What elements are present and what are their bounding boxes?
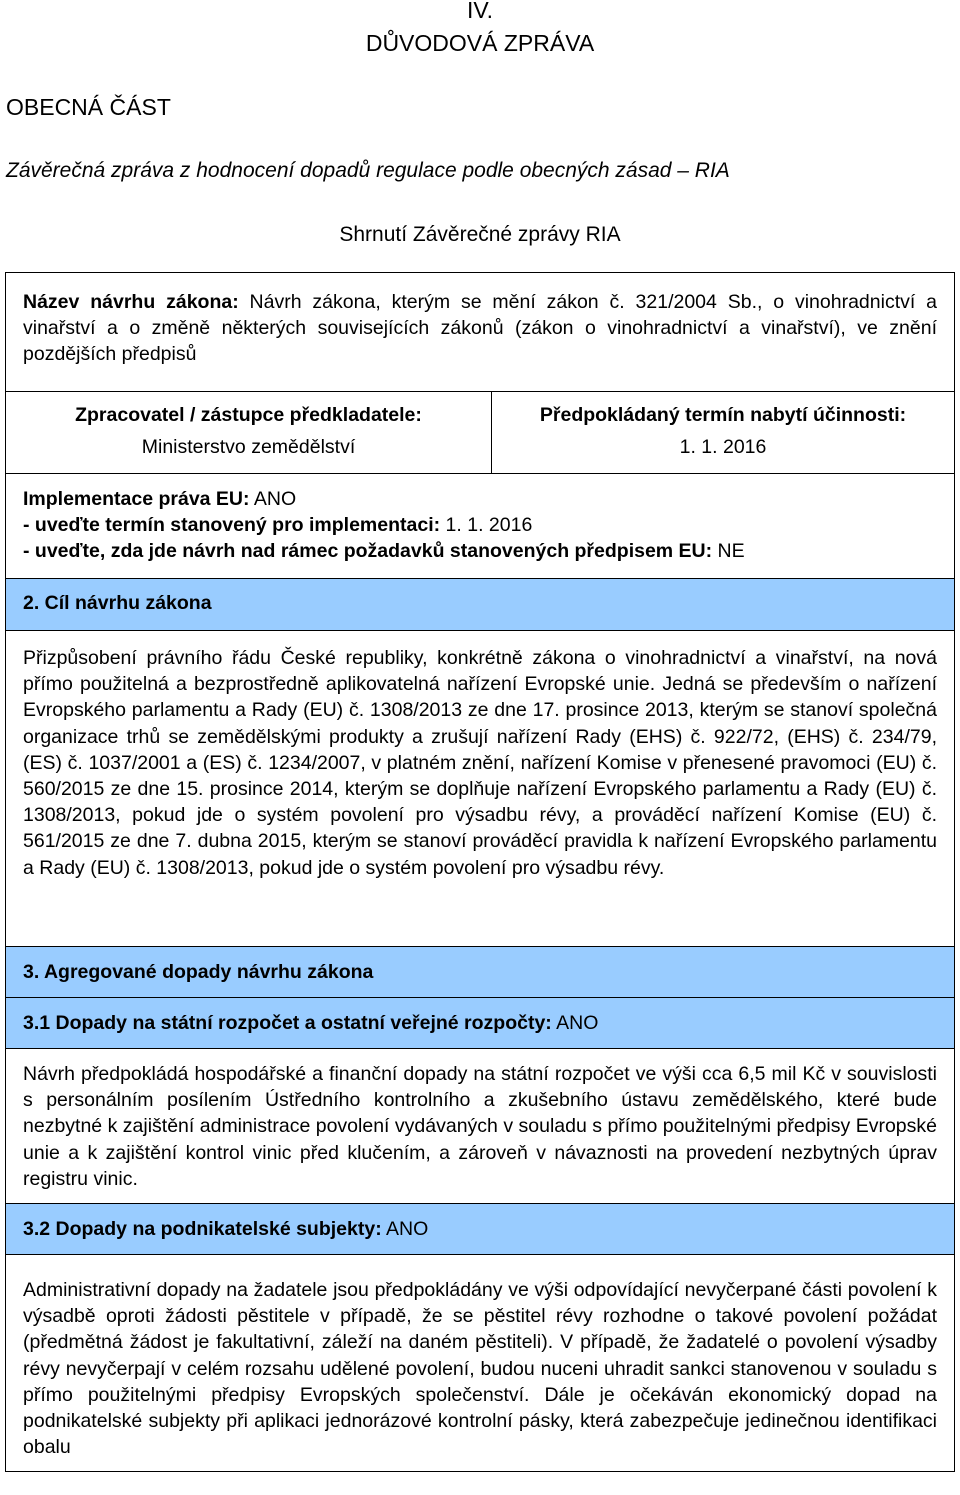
summary-title: Shrnutí Závěrečné zprávy RIA	[339, 223, 621, 246]
eu-value: ANO	[249, 488, 297, 510]
document-title: DŮVODOVÁ ZPRÁVA	[365, 30, 595, 56]
effective-cell	[492, 392, 954, 473]
section31-heading	[23, 1010, 937, 1036]
report-title: Závěrečná zpráva z hodnocení dopadů regulace podle obecných zásad – RIA	[6, 159, 730, 182]
proposal-name-row	[6, 273, 954, 392]
effective-value: 1. 1. 2016	[679, 436, 767, 458]
proposal-label: Název návrhu zákona:	[23, 291, 239, 313]
section31-heading-row	[6, 998, 954, 1049]
eu-implementation-line	[23, 486, 937, 512]
submitter-row	[6, 392, 954, 474]
section31-label: 3.1 Dopady na státní rozpočet a ostatní veřejné rozpočty:	[23, 1012, 552, 1034]
eu-beyond-value: NE	[712, 540, 745, 563]
section32-value: ANO	[381, 1218, 429, 1240]
eu-deadline-line	[23, 512, 937, 538]
eu-beyond-line	[23, 538, 937, 564]
submitter-value: Ministerstvo zemědělství	[141, 436, 356, 458]
section3-heading-row	[6, 947, 954, 998]
submitter-label: Zpracovatel / zástupce předkladatele:	[75, 404, 422, 426]
eu-deadline-label: - uveďte termín stanovený pro implementaci:	[23, 514, 441, 537]
section-title: OBECNÁ ČÁST	[6, 94, 171, 120]
roman-numeral: IV.	[466, 0, 493, 23]
section3-heading: 3. Agregované dopady návrhu zákona	[23, 961, 374, 983]
proposal-text: Návrh zákona, kterým se mění zákon č. 321/2004 Sb., o vinohradnictví a vinařství a o změně některých souvisejících zákonů (zákon o vinohradnictví a vinařství), ve znění pozdějších předpisů	[23, 291, 937, 366]
submitter-cell	[6, 392, 492, 473]
section2-heading-row	[6, 579, 954, 631]
section32-label: 3.2 Dopady na podnikatelské subjekty:	[23, 1218, 382, 1240]
section31-value: ANO	[551, 1012, 599, 1034]
section32-text: Administrativní dopady na žadatele jsou předpokládány ve výši odpovídající nevyčerpané části povolení k výsadbě oproti žádosti pěstitele v případě, že se pěstitel révy rozhodne o takové povolení požádat (předmětná žádost je fakultativní, záleží na daném pěstiteli). V případě, že žadatelé o povolení výsadby révy nevyčerpají v celém rozsahu udělené povolení, budou nuceni uhradit sankci stanovenou v souladu s přímo použitelnými předpisy Evropských společenství. Dále je očekáván ekonomický dopad na podnikatelské subjekty při aplikaci jednorázové kontrolní pásky, která zabezpečuje jedinečnou identifikaci obalu	[23, 1279, 937, 1459]
proposal-name	[23, 289, 937, 368]
effective-label: Předpokládaný termín nabytí účinnosti:	[539, 404, 907, 426]
section2-text: Přizpůsobení právního řádu České republiky, konkrétně zákona o vinohradnictví a vinařství, na nová přímo použitelná a bezprostředně aplikovatelná nařízení Evropské unie. Jedná se především o nařízení Evropského parlamentu a Rady (EU) č. 1308/2013 ze dne 17. prosince 2013, kterým se stanoví společná organizace trhů se zemědělskými produkty a zrušují nařízení Rady (EHS) č. 922/72, (EHS) č. 234/79, (ES) č. 1037/2001 a (ES) č. 1234/2007, v platném znění, nařízení Komise v přenesené pravomoci (EU) č. 560/2015 ze dne 15. prosince 2014, kterým se doplňuje nařízení Evropského parlamentu a Rady (EU) č. 1308/2013, pokud jde o systém povolení pro výsadbu révy, a prováděcí nařízení Komise (EU) č. 561/2015 ze dne 7. dubna 2015, kterým se stanoví prováděcí pravidla k nařízení Evropského parlamentu a Rady (EU) č. 1308/2013, pokud jde o systém povolení pro výsadbu révy.	[23, 647, 937, 879]
ria-summary-table	[5, 272, 955, 1472]
section32-text-row	[6, 1255, 954, 1495]
section31-text-row	[6, 1049, 954, 1204]
eu-label: Implementace práva EU:	[23, 488, 250, 510]
eu-implementation	[23, 486, 937, 565]
eu-implementation-row	[6, 474, 954, 579]
section32-heading-row	[6, 1204, 954, 1255]
eu-beyond-label: - uveďte, zda jde návrh nad rámec požadavků stanovených předpisem EU:	[23, 540, 713, 563]
section32-heading	[23, 1216, 937, 1242]
eu-deadline-value: 1. 1. 2016	[440, 514, 533, 537]
section2-heading: 2. Cíl návrhu zákona	[23, 592, 212, 614]
section31-text: Návrh předpokládá hospodářské a finanční dopady na státní rozpočet ve výši cca 6,5 mil Kč v souvislosti s personálním posílením Ústředního kontrolního a zkušebního ústavu zemědělského, které bude nezbytné k zajištění administrace povolení vydávaných v souladu s přímo použitelnými předpisy Evropské unie a k zajištění kontrol vinic před klučením, a zároveň v návaznosti na provedení nezbytných úprav registru vinic.	[23, 1063, 937, 1190]
section2-text-row	[6, 631, 954, 947]
